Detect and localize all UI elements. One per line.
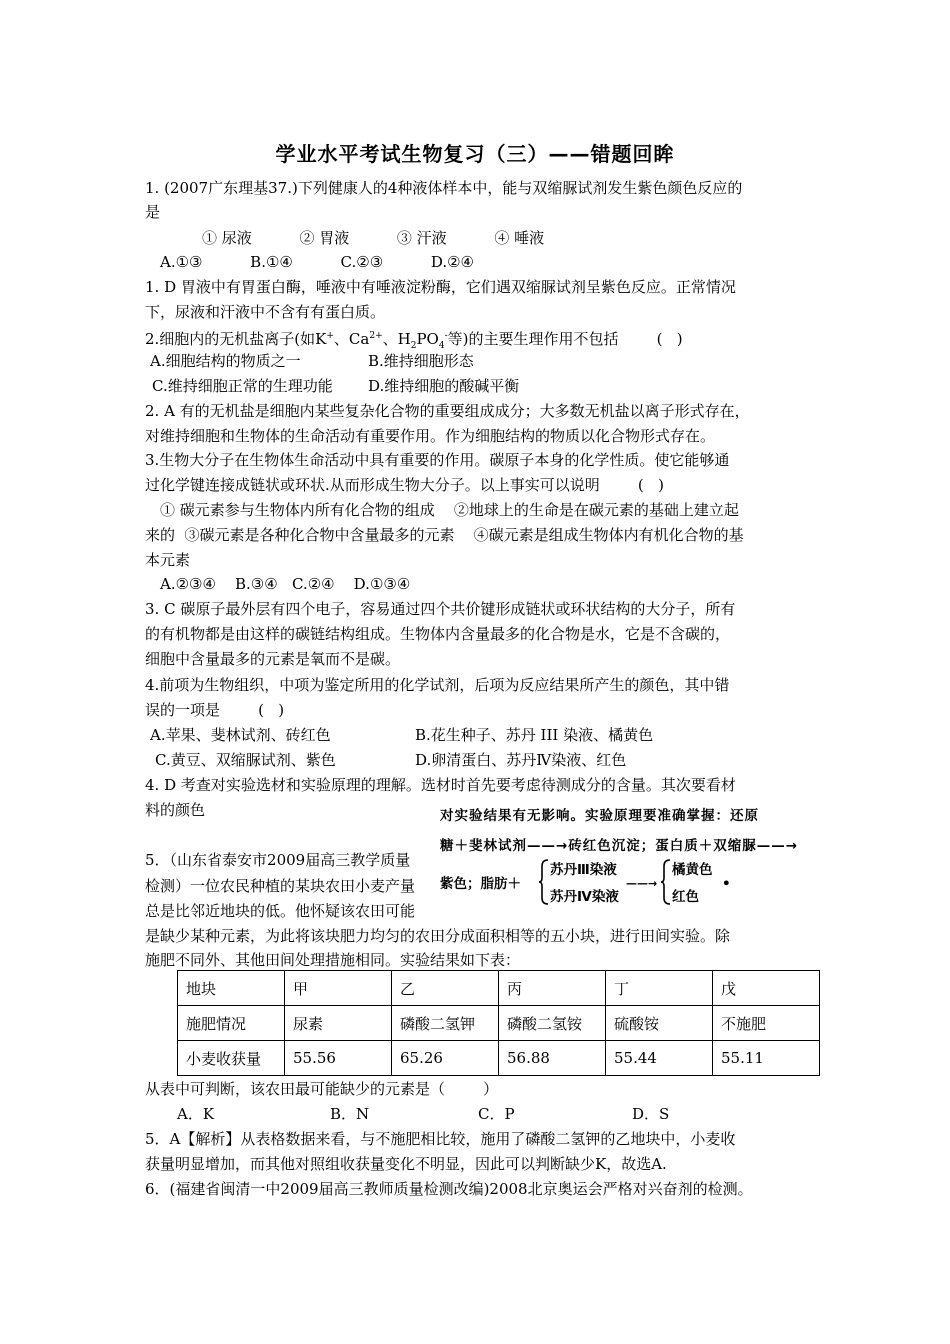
q2-option-d: D.维持细胞的酸碱平衡	[368, 377, 520, 395]
q4-stem-line1: 4.前项为生物组织，中项为鉴定所用的化学试剂，后项为反应结果所产生的颜色，其中错	[145, 676, 730, 694]
q4-option-a: A.苹果、斐林试剂、砖红色	[150, 726, 331, 744]
table-cell: 55.56	[285, 1041, 392, 1076]
q2-k-charge: +	[326, 331, 334, 341]
result-orange-yellow: 橘黄色	[672, 862, 713, 878]
table-cell: 甲	[285, 971, 392, 1006]
q5-stem-line3: 总是比邻近地块的低。他怀疑该农田可能	[145, 902, 416, 920]
q2-ca-charge: 2+	[369, 331, 383, 341]
q2-stem-part-b: 、Ca	[333, 330, 370, 348]
table-cell: 不施肥	[713, 1006, 820, 1041]
table-row	[178, 971, 820, 1006]
table-cell: 55.11	[713, 1041, 820, 1076]
table-cell: 地块	[178, 971, 285, 1006]
table-row	[178, 1006, 820, 1041]
q2-stem-part-a: 2.细胞内的无机盐离子(如K	[145, 330, 327, 348]
q2-o-subscript: 4	[438, 341, 445, 351]
result-red: 红色	[672, 889, 699, 905]
q4-stem-line2: 误的一项是 ( )	[145, 701, 285, 719]
q5-answer-line1: 5．A【解析】从表格数据来看，与不施肥相比较，施用了磷酸二氢钾的乙地块中，小麦收	[145, 1130, 736, 1148]
handwritten-note-formula	[440, 856, 740, 908]
q2-stem-part-e: 等)的主要生理作用不包括 ( )	[447, 330, 683, 348]
q1-stem-line1: 1. (2007广东理基37.)下列健康人的4种液体样本中，能与双缩脲试剂发生紫色颜色反应的	[145, 179, 743, 197]
q5-question: 从表中可判断，该农田最可能缺少的元素是（ ）	[145, 1080, 499, 1098]
brace-item-sudan-4: 苏丹Ⅳ染液	[550, 889, 619, 905]
q3-answer-line1: 3. C 碳原子最外层有四个电子，容易通过四个共价键形成链状或环状结构的大分子，所有	[145, 600, 736, 618]
table-cell: 小麦收获量	[178, 1041, 285, 1076]
page-title: 学业水平考试生物复习（三）——错题回眸	[275, 142, 675, 166]
q2-option-c: C.维持细胞正常的生理功能	[152, 377, 333, 395]
q3-stem-line4: 来的 ③碳元素是各种化合物中含量最多的元素 ④碳元素是组成生物体内有机化合物的基	[145, 526, 744, 544]
table-cell: 施肥情况	[178, 1006, 285, 1041]
q3-stem-line2: 过化学键连接成链状或环状.从而形成生物大分子。以上事实可以说明 ( )	[145, 476, 664, 494]
q5-option-a: A．K	[177, 1105, 215, 1123]
q1-stem-line2: 是	[145, 203, 161, 221]
table-cell: 乙	[392, 971, 499, 1006]
handwritten-note-line1: 对实验结果有无影响。实验原理要准确掌握：还原	[440, 808, 759, 824]
table-cell: 65.26	[392, 1041, 499, 1076]
brace-item-sudan-3: 苏丹Ⅲ染液	[550, 862, 617, 878]
table-row	[178, 1041, 820, 1076]
q2-po4-charge: -	[444, 331, 448, 341]
q2-option-b: B.维持细胞形态	[368, 352, 474, 370]
handwritten-note-line3: 紫色；脂肪＋	[440, 876, 521, 892]
reaction-arrow: ——→	[626, 877, 658, 890]
handwritten-note-line2: 糖＋斐林试剂——→砖红色沉淀；蛋白质＋双缩脲——→	[440, 838, 799, 854]
table-cell: 丙	[499, 971, 606, 1006]
q3-stem-line5: 本元素	[145, 551, 191, 569]
q4-answer-line2: 料的颜色	[145, 801, 206, 819]
table-cell: 磷酸二氢钾	[392, 1006, 499, 1041]
right-brace-icon	[660, 858, 672, 906]
table-cell: 55.44	[606, 1041, 713, 1076]
q1-options: A.①③ B.①④ C.②③ D.②④	[160, 253, 474, 271]
experiment-results-table	[177, 970, 820, 1076]
q6-stem-line1: 6．(福建省闽清一中2009届高三教师质量检测改编)2008北京奥运会严格对兴奋剂的检测。	[145, 1180, 753, 1198]
q4-answer-line1: 4. D 考查对实验选材和实验原理的理解。选材时首先要考虑待测成分的含量。其次要看材	[145, 776, 736, 794]
table-cell: 丁	[606, 971, 713, 1006]
q5-stem-line2: 检测）一位农民种植的某块农田小麦产量	[145, 877, 416, 895]
q5-option-d: D．S	[632, 1105, 670, 1123]
q4-option-b: B.花生种子、苏丹 III 染液、橘黄色	[415, 726, 654, 744]
q1-samples: ① 尿液 ② 胃液 ③ 汗液 ④ 唾液	[202, 229, 545, 247]
q2-option-a: A.细胞结构的物质之一	[150, 352, 301, 370]
q3-options: A.②③④ B.③④ C.②④ D.①③④	[160, 575, 411, 593]
table-cell: 硫酸铵	[606, 1006, 713, 1041]
left-brace-icon	[538, 858, 550, 906]
q4-option-d: D.卵清蛋白、苏丹Ⅳ染液、红色	[415, 751, 627, 769]
q2-stem-part-d: PO	[416, 330, 439, 348]
q2-answer-line2: 对维持细胞和生物体的生命活动有重要作用。作为细胞结构的物质以化合物形式存在。	[145, 427, 716, 445]
q5-stem-line1: 5．（山东省泰安市2009届高三教学质量	[145, 851, 411, 869]
q3-stem-line1: 3.生物大分子在生物体生命活动中具有重要的作用。碳原子本身的化学性质。使它能够通	[145, 451, 730, 469]
table-cell: 56.88	[499, 1041, 606, 1076]
q3-answer-line3: 细胞中含量最多的元素是氧而不是碳。	[145, 650, 401, 668]
q3-answer-line2: 的有机物都是由这样的碳链结构组成。生物体内含量最多的化合物是水，它是不含碳的，	[145, 625, 731, 643]
q3-stem-line3: ① 碳元素参与生物体内所有化合物的组成 ②地球上的生命是在碳元素的基础上建立起	[160, 501, 739, 519]
q5-answer-line2: 获量明显增加，而其他对照组收获量变化不明显，因此可以判断缺少K，故选A.	[145, 1155, 667, 1173]
result-dot: •	[722, 876, 731, 892]
q2-stem-part-c: 、H	[382, 330, 411, 348]
table-cell: 戊	[713, 971, 820, 1006]
q4-option-c: C.黄豆、双缩脲试剂、紫色	[155, 751, 336, 769]
q1-answer-line2: 下，尿液和汗液中不含有有蛋白质。	[145, 303, 386, 321]
table-cell: 尿素	[285, 1006, 392, 1041]
q5-stem-line4: 是缺少某种元素，为此将该块肥力均匀的农田分成面积相等的五小块，进行田间实验。除	[145, 927, 731, 945]
q2-answer-line1: 2. A 有的无机盐是细胞内某些复杂化合物的重要组成成分；大多数无机盐以离子形式存在，	[145, 402, 750, 420]
table-cell: 磷酸二氢铵	[499, 1006, 606, 1041]
q5-option-b: B．N	[330, 1105, 370, 1123]
q2-h-subscript: 2	[410, 341, 417, 351]
q5-stem-line5: 施肥不同外、其他田间处理措施相同。实验结果如下表：	[145, 951, 521, 969]
q5-option-c: C．P	[478, 1105, 515, 1123]
q1-answer-line1: 1. D 胃液中有胃蛋白酶，唾液中有唾液淀粉酶，它们遇双缩脲试剂呈紫色反应。正常情况	[145, 278, 736, 296]
